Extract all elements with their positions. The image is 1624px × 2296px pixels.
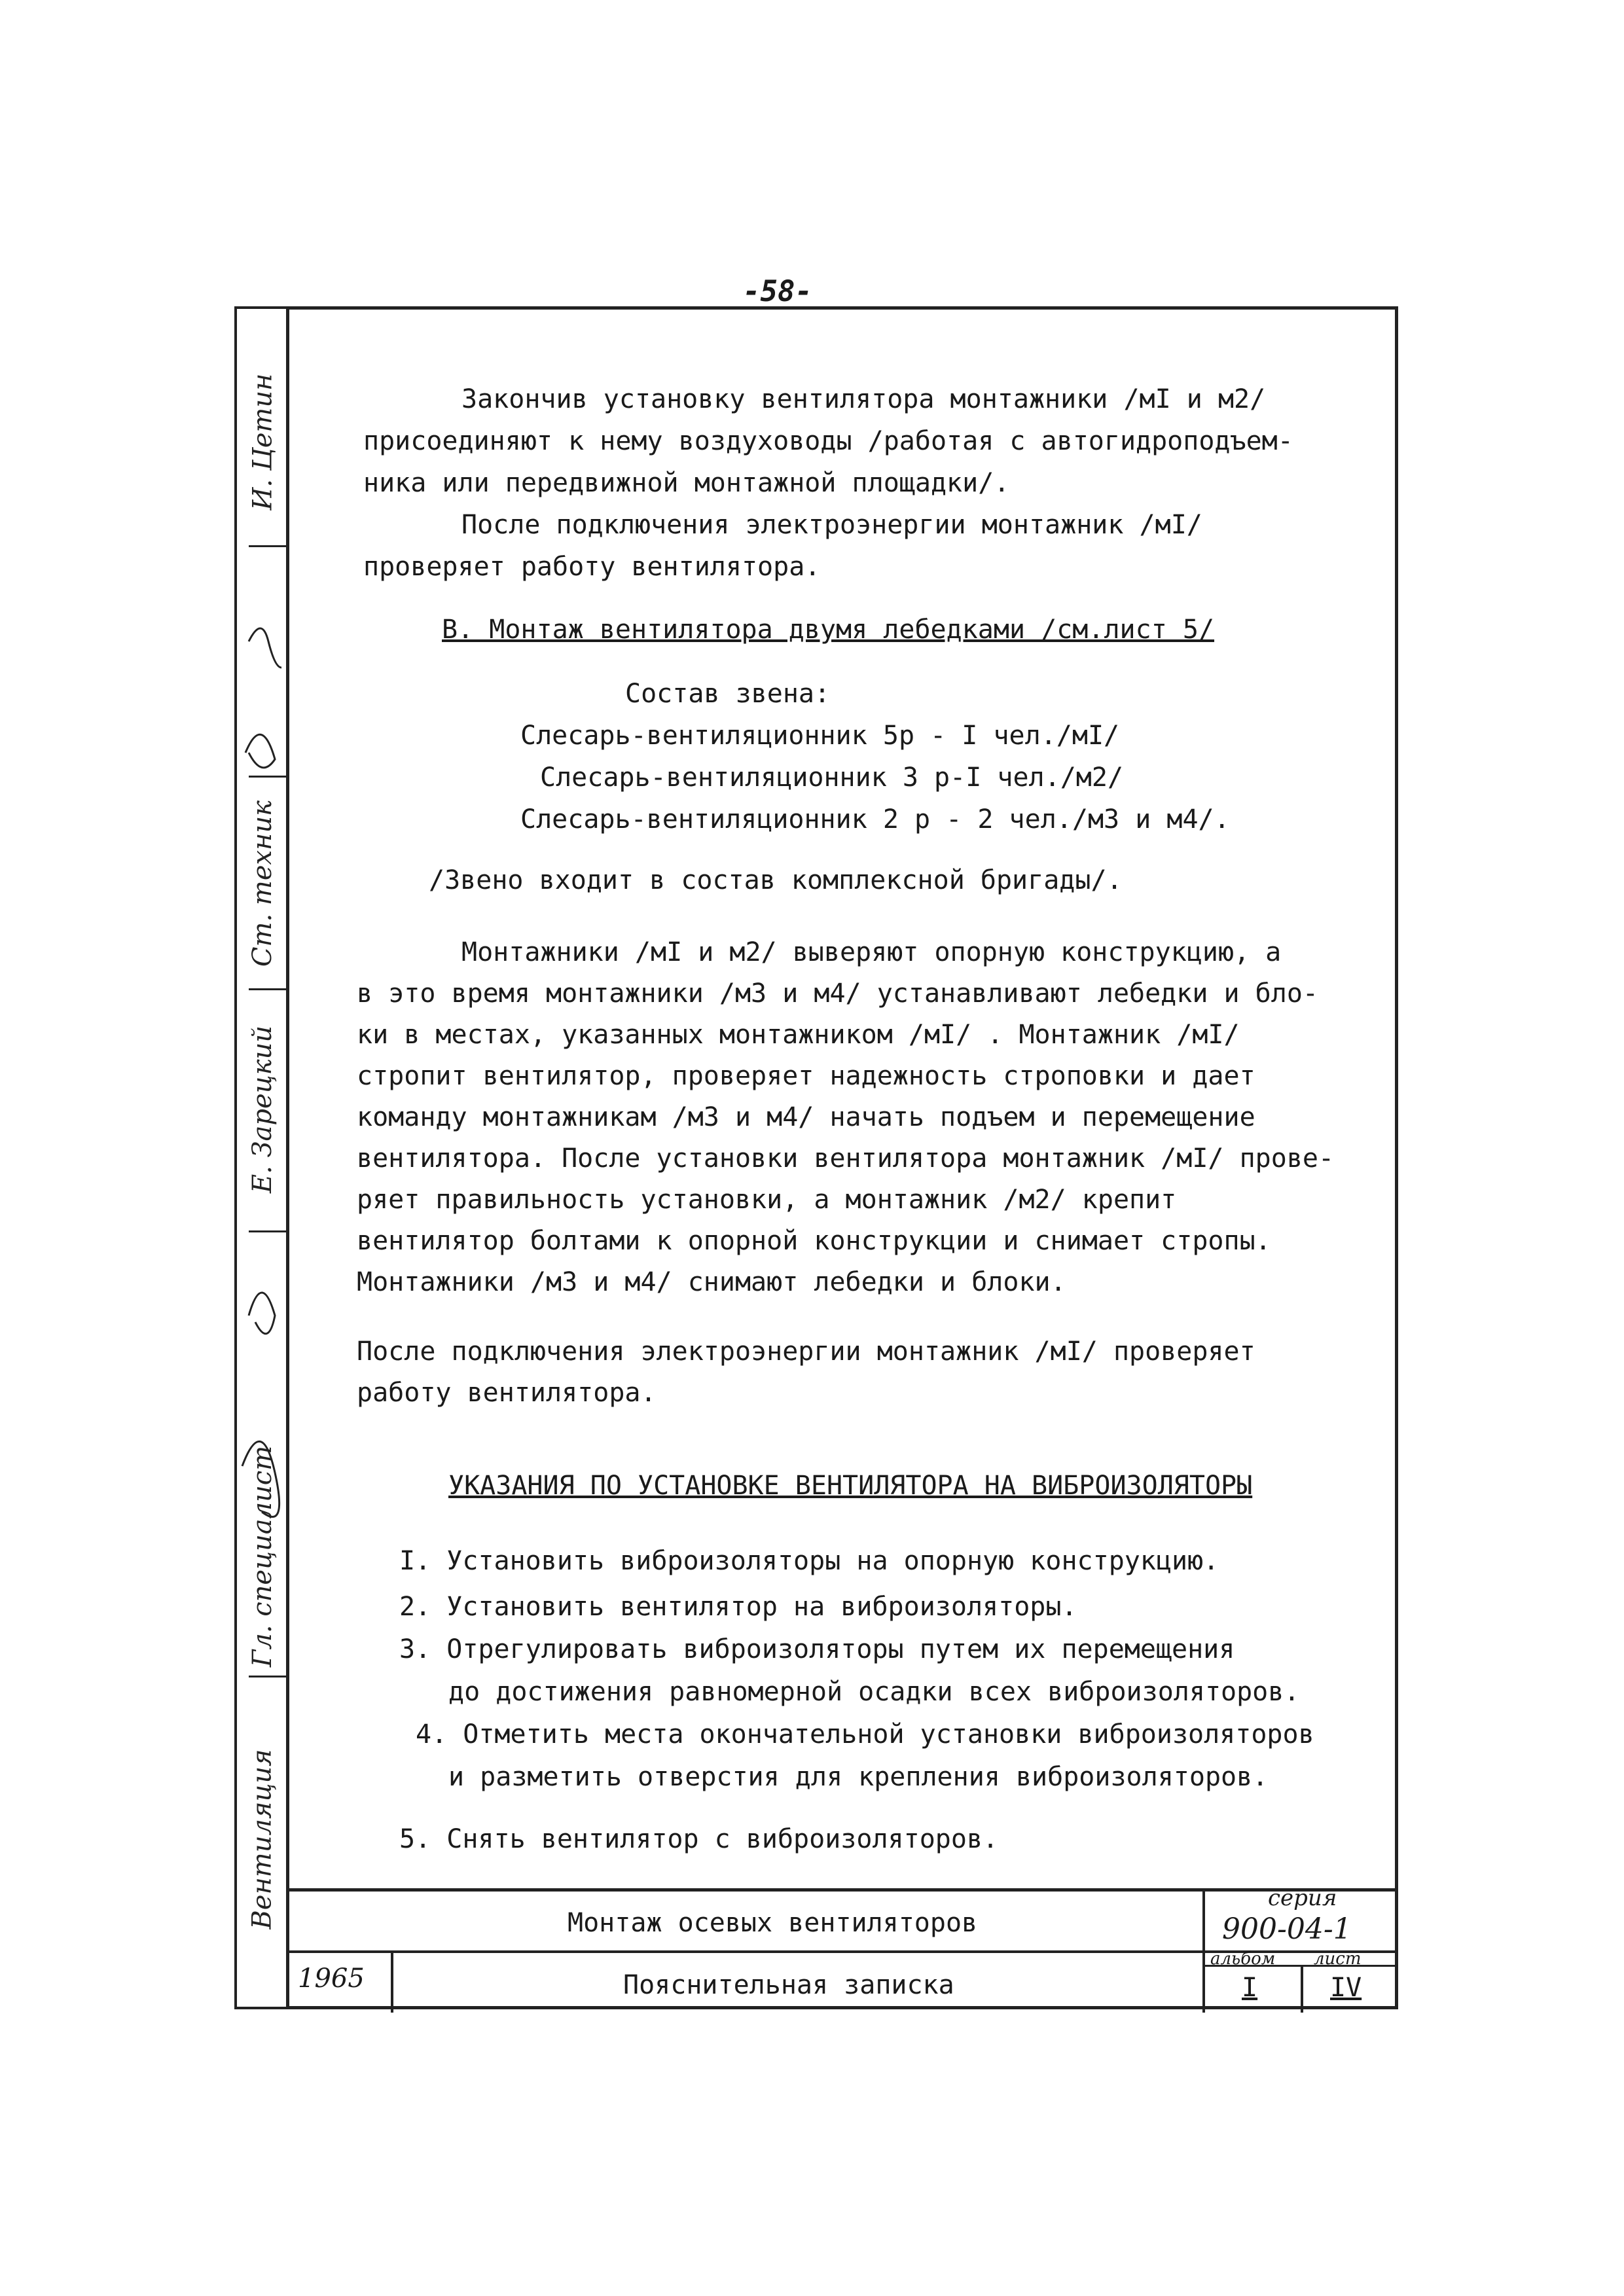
text-line: Закончив установку вентилятора монтажники /мI и м2/ [461,384,1266,414]
text-line: проверяет работу вентилятора. [363,552,821,582]
title-block-divider [1202,1892,1205,2013]
side-label-specialist: Гл. специалист [247,1445,278,1667]
crew-title: Состав звена: [625,679,831,709]
album-value: I [1242,1973,1258,2003]
text-line: вентилятор болтами к опорной конструкции и снимает стропы. [357,1226,1271,1256]
text-line: ки в местах, указанных монтажником /мI/ . Монтажник /мI/ [357,1020,1240,1050]
text-line: Монтажники /мI и м2/ выверяют опорную конструкцию, а [461,937,1282,967]
side-label-position: Ст. техник [247,800,278,967]
instruction-item: 2. Установить вентилятор на виброизоляторы. [399,1592,1077,1622]
text-line: работу вентилятора. [357,1378,657,1408]
text-line: Монтажники /м3 и м4/ снимают лебедки и блоки. [357,1267,1066,1297]
instruction-item: и разметить отверстия для крепления виброизоляторов. [448,1762,1269,1792]
crew-member: Слесарь-вентиляционник 3 р-I чел./м2/ [540,762,1124,793]
series-value: 900-04-1 [1222,1912,1352,1946]
text-line: присоединяют к нему воздуховоды /работая с автогидроподъем- [363,426,1293,456]
instruction-item: 3. Отрегулировать виброизоляторы путем их перемещения [399,1634,1235,1664]
crew-note: /Звено входит в состав комплексной бригады/. [429,865,1123,895]
sheet-label: лист [1314,1949,1362,1969]
text-line: ника или передвижной монтажной площадки/. [363,468,1010,498]
text-line: ряет правильность установки, а монтажник /м2/ крепит [357,1185,1177,1215]
instruction-item: 5. Снять вентилятор с виброизоляторов. [399,1824,999,1854]
text-line: стропит вентилятор, проверяет надежность строповки и дает [357,1061,1255,1091]
text-line: в это время монтажники /м3 и м4/ устанавливают лебедки и бло- [357,978,1319,1009]
text-line: вентилятора. После установки вентилятора монтажник /мI/ прове- [357,1143,1335,1174]
title-block-divider [1301,1965,1303,2013]
sheet-value: IV [1330,1973,1362,2003]
year: 1965 [298,1964,365,1994]
instruction-item: до достижения равномерной осадки всех виброизоляторов. [448,1677,1300,1707]
page-number: -58- [743,275,812,308]
document-subtitle: Пояснительная записка [623,1970,954,2000]
side-label-checker: Е. Зарецкий [247,1026,278,1193]
text-line: После подключения электроэнергии монтажник /мI/ [461,510,1202,540]
crew-member: Слесарь-вентиляционник 5р - I чел./мI/ [520,721,1120,751]
document-title: Монтаж осевых вентиляторов [568,1908,978,1938]
title-block [286,1885,1398,2009]
side-label-author: И. Цетин [247,373,278,511]
text-line: команду монтажникам /м3 и м4/ начать подъем и перемещение [357,1102,1255,1132]
title-block-divider [391,1950,393,2013]
side-label-department: Вентиляция [247,1749,278,1929]
album-label: альбом [1210,1949,1276,1969]
signature-scribbles [236,563,287,2003]
side-divider [249,545,288,547]
instruction-item: 4. Отметить места окончательной установки виброизоляторов [416,1719,1314,1749]
crew-member: Слесарь-вентиляционник 2 р - 2 чел./м3 и м4/. [520,804,1230,834]
instructions-title: УКАЗАНИЯ ПО УСТАНОВКЕ ВЕНТИЛЯТОРА НА ВИБРОИЗОЛЯТОРЫ [448,1471,1253,1501]
section-heading: В. Монтаж вентилятора двумя лебедками /см.лист 5/ [442,615,1215,645]
series-label: серия [1268,1885,1337,1911]
text-line: После подключения электроэнергии монтажник /мI/ проверяет [357,1336,1255,1367]
instruction-item: I. Установить виброизоляторы на опорную конструкцию. [399,1546,1219,1576]
